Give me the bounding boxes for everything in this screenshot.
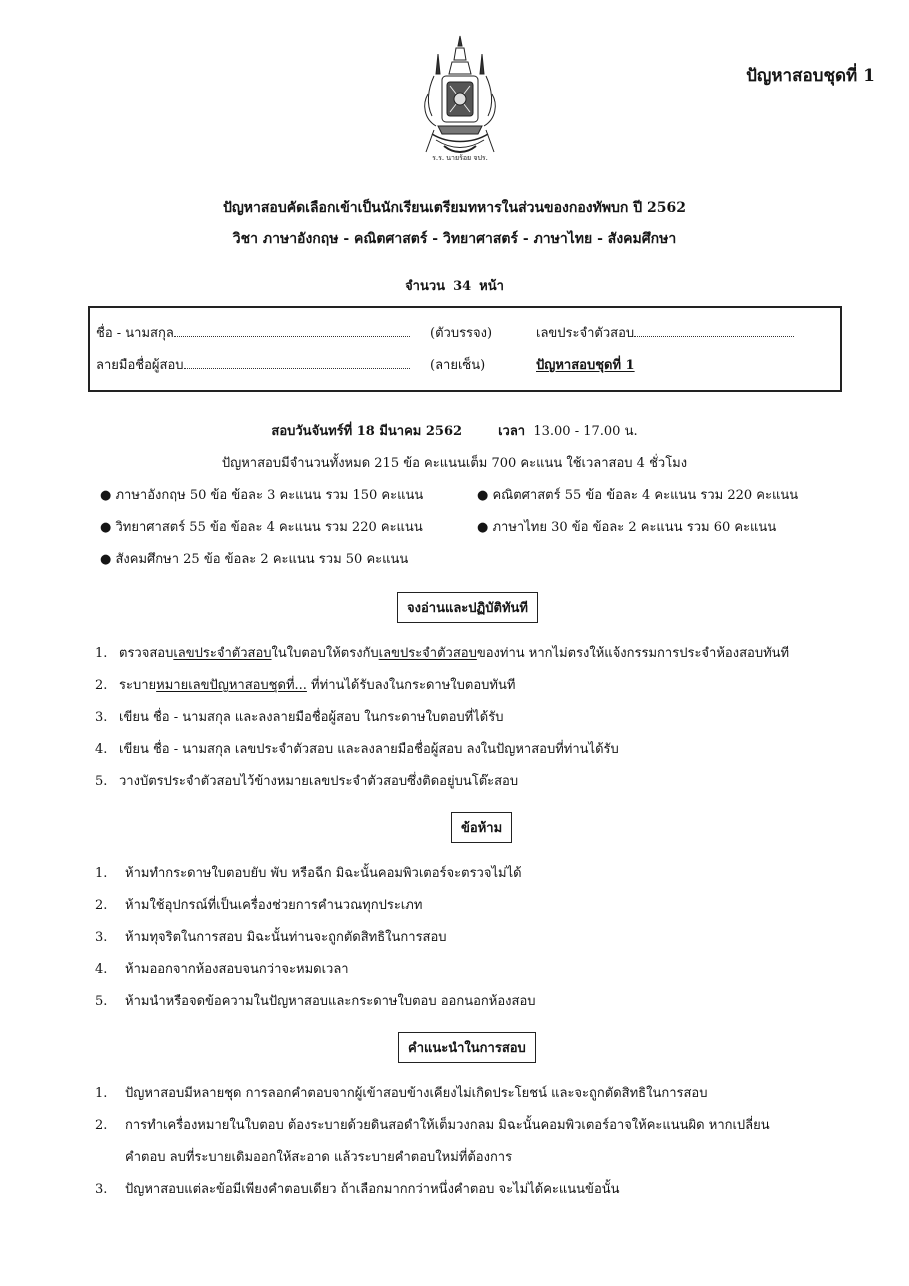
exam-date-time [0, 420, 909, 441]
name-field[interactable] [174, 322, 410, 337]
instruction-item: 1. ตรวจสอบเลขประจำตัวสอบในใบตอบให้ตรงกับเลขประจำตัวสอบของท่าน หากไม่ตรงให้แจ้งกรรมการประจำห้องสอบทันที [95, 646, 790, 661]
prohibition-item: 3. ห้ามทุจริตในการสอบ มิฉะนั้นท่านจะถูกตัดสิทธิในการสอบ [95, 930, 447, 945]
candidate-info-box [88, 306, 842, 392]
exam-totals: ปัญหาสอบมีจำนวนทั้งหมด 215 ข้อ คะแนนเต็ม 700 คะแนน ใช้เวลาสอบ 4 ชั่วโมง [221, 456, 688, 471]
page-count-prefix: จำนวน [405, 279, 446, 294]
name-label: ชื่อ - นามสกุล [96, 326, 174, 341]
exam-time-label: เวลา [498, 424, 526, 439]
instruction-item: 3. เขียน ชื่อ - นามสกุล และลงลายมือชื่อผู้สอบ ในกระดาษใบตอบที่ได้รับ [95, 710, 504, 725]
subject-item: ● ภาษาไทย 30 ข้อ ข้อละ 2 คะแนน รวม 60 คะแนน [477, 520, 777, 535]
instructions-heading: จงอ่านและปฏิบัติทันที [397, 592, 538, 623]
guidance-item: 1. ปัญหาสอบมีหลายชุด การลอกคำตอบจากผู้เข้าสอบข้างเคียงไม่เกิดประโยชน์ และจะถูกตัดสิทธิในการสอบ [95, 1086, 708, 1101]
subject-item: ● คณิตศาสตร์ 55 ข้อ ข้อละ 4 คะแนน รวม 220 คะแนน [477, 488, 799, 503]
prohibition-item: 2. ห้ามใช้อุปกรณ์ที่เป็นเครื่องช่วยการคำนวณทุกประเภท [95, 898, 423, 913]
exam-time-value: 13.00 - 17.00 น. [533, 424, 638, 439]
exam-id-field[interactable] [634, 322, 794, 337]
prohibition-item: 1. ห้ามทำกระดาษใบตอบยับ พับ หรือฉีก มิฉะนั้นคอมพิวเตอร์จะตรวจไม่ได้ [95, 866, 522, 881]
guidance-item: 2. การทำเครื่องหมายในใบตอบ ต้องระบายด้วยดินสอดำให้เต็มวงกลม มิฉะนั้นคอมพิวเตอร์อาจให้คะแนนผิด หากเปลี่ยน [95, 1118, 770, 1133]
prohibitions-heading: ข้อห้าม [451, 812, 512, 843]
prohibition-item: 4. ห้ามออกจากห้องสอบจนกว่าจะหมดเวลา [95, 962, 349, 977]
signature-label: ลายมือชื่อผู้สอบ [96, 358, 184, 373]
signature-note: (ลายเซ็น) [430, 358, 486, 373]
exam-date: สอบวันจันทร์ที่ 18 มีนาคม 2562 [271, 424, 463, 439]
page-count-suffix: หน้า [479, 279, 504, 294]
subject-item: ● สังคมศึกษา 25 ข้อ ข้อละ 2 คะแนน รวม 50 คะแนน [100, 552, 409, 567]
set-number-label: ปัญหาสอบชุดที่ 1 [746, 66, 875, 86]
instruction-item: 5. วางบัตรประจำตัวสอบไว้ข้างหมายเลขประจำตัวสอบซึ่งติดอยู่บนโต๊ะสอบ [95, 774, 519, 789]
prohibition-item: 5. ห้ามนำหรือจดข้อความในปัญหาสอบและกระดาษใบตอบ ออกนอกห้องสอบ [95, 994, 536, 1009]
guidance-heading: คำแนะนำในการสอบ [398, 1032, 536, 1063]
subject-item: ● วิทยาศาสตร์ 55 ข้อ ข้อละ 4 คะแนน รวม 220 คะแนน [100, 520, 423, 535]
instruction-item: 4. เขียน ชื่อ - นามสกุล เลขประจำตัวสอบ และลงลายมือชื่อผู้สอบ ลงในปัญหาสอบที่ท่านได้รับ [95, 742, 619, 757]
exam-subjects-title: วิชา ภาษาอังกฤษ - คณิตศาสตร์ - วิทยาศาสตร์ - ภาษาไทย - สังคมศึกษา [232, 231, 677, 247]
signature-field[interactable] [184, 354, 410, 369]
royal-emblem-seal [418, 34, 502, 168]
instruction-item: 2. ระบายหมายเลขปัญหาสอบชุดที่... ที่ท่านได้รับลงในกระดาษใบตอบทันที [95, 678, 516, 693]
guidance-item: 3. ปัญหาสอบแต่ละข้อมีเพียงคำตอบเดียว ถ้าเลือกมากกว่าหนึ่งคำตอบ จะไม่ได้คะแนนข้อนั้น [95, 1182, 620, 1197]
name-note: (ตัวบรรจง) [430, 326, 493, 341]
emblem-caption: ร.ร. นายร้อย จปร. [432, 154, 488, 162]
info-set-label: ปัญหาสอบชุดที่ 1 [536, 358, 635, 373]
page-count [0, 275, 909, 296]
exam-id-label: เลขประจำตัวสอบ [536, 326, 635, 341]
guidance-item-continuation: คำตอบ ลบที่ระบายเดิมออกให้สะอาด แล้วระบายคำตอบใหม่ที่ต้องการ [125, 1150, 513, 1165]
subject-item: ● ภาษาอังกฤษ 50 ข้อ ข้อละ 3 คะแนน รวม 150 คะแนน [100, 488, 424, 503]
page-count-number: 34 [453, 279, 472, 294]
exam-title: ปัญหาสอบคัดเลือกเข้าเป็นนักเรียนเตรียมทหารในส่วนของกองทัพบก ปี 2562 [222, 200, 687, 216]
